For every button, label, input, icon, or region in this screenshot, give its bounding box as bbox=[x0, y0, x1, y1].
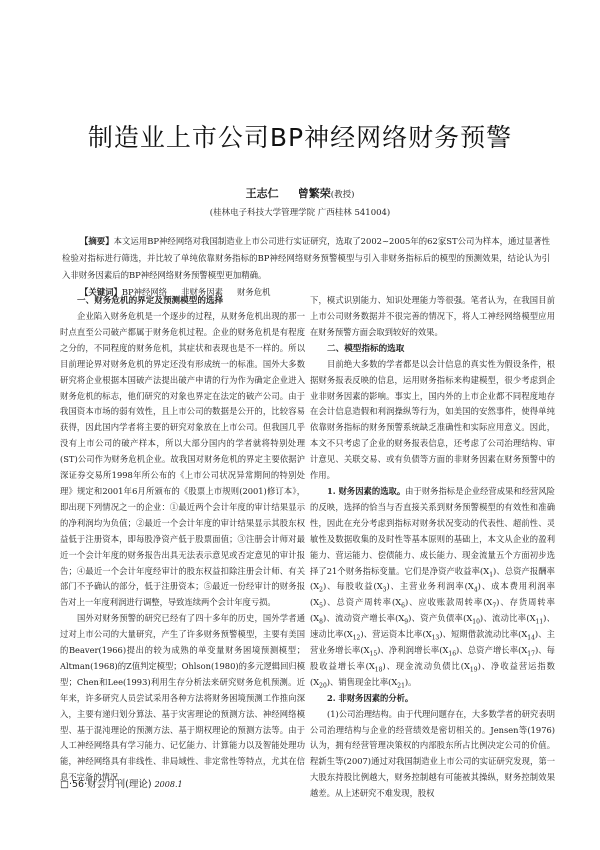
indicator-item: 销售现金比率$(X_{21})$。 bbox=[338, 676, 417, 690]
indicator-item: 总资产周转率$(X_6)$、 bbox=[336, 597, 419, 610]
paragraph: 1. 财务因素的选取。由于财务指标是企业经营成果和经营风险的反映，选择的恰当与否直接关系到财务预警模型的有效性和准确性，因此在充分考虑到指标对财务状况变动的代表性、超前性、灵敏性及数据收集的及时性等基本原则的基础上，本文从企业的盈利能力、营运能力、偿债能力、成长能力、现金流量五个方面初步选择了21个财务指标变量。它们是净资产收益率$(X_1)$、总资产报酬率$(X_2)$、每股收益$(X_3)$、主营业务利润率$(X_4)$、成本费用利润率$(X_5)$、总资产周转率$(X_6)$、应收账款周转率$(X_7)$、存货周转率$(X_8)$、流动资产增长率$(X_9)$、资产负债率$(X_{10})$、流动比率$(X_{11})$、速动比率$(X_{12})$、营运资本比率$(X_{13})$、短期借款流动比率$(X_{14})$、主营业务增长率$(X_{15})$、净利润增长率$(X_{16})$、总资产增长率$(X_{17})$、每股收益增长率$(X_{18})$、现金流动负债比$(X_{19})$、净收益营运指数$(X_{20})$、销售现金比率$(X_{21})$。 bbox=[310, 485, 555, 690]
right-column bbox=[310, 293, 555, 802]
indicator-item: 主营业务利润率$(X_4)$、 bbox=[399, 581, 492, 595]
indicator-item: 成本费用利润率$(X_5)$、 bbox=[310, 581, 555, 610]
page-footer bbox=[60, 776, 183, 790]
author-1: 王志仁 bbox=[245, 187, 279, 200]
paragraph: 下，模式识别能力、知识处理能力等很强。笔者认为，在我国目前上市公司财务数据并不很完善的情况下，将人工神经网络模型应用在财务预警方面会取到较好的效果。 bbox=[310, 295, 555, 337]
indicator-list bbox=[310, 565, 555, 690]
issue: 2008.1 bbox=[154, 780, 183, 789]
abstract-text: 本文运用BP神经网络对我国制造业上市公司进行实证研究，选取了2002~2005年的62家ST公司为样本，通过显著性检验对指标进行筛选，并比较了单纯依靠财务指标的BP神经网络财务预警模型与引入非财务指标后的模型的预测效果，结论认为引入非财务因素后的BP神经网络财务预警模型更加精确。 bbox=[62, 236, 550, 280]
subsection-label: 2. 非财务因素的分析。 bbox=[327, 692, 414, 703]
indicator-item: 净利润增长率$(X_{16})$、 bbox=[388, 645, 468, 658]
keyword: 财务危机 bbox=[237, 287, 271, 297]
indicator-item: 营运资本比率$(X_{13})$、 bbox=[372, 629, 451, 642]
footer-box: □ bbox=[60, 779, 69, 790]
paragraph: 目前绝大多数的学者都是以会计信息的真实性为假设条件，根据财务报表反映的信息，运用财务指标来构建模型，很少考虑到企业非财务因素的影响。事实上，国内外的上市企业都不同程度地存在会计信息造假和利润操纵等行为，如美国的安然事件，使得单纯依靠财务指标的财务预警系统缺乏准确性和实际应用意义。因此，本文不只考虑了企业的财务报表信息，还考虑了公司治理结构、审计意见、关联交易、或有负债等方面的非财务因素在财务预警中的作用。 bbox=[310, 358, 555, 481]
indicator-item: 每股收益增长率$(X_{18})$、 bbox=[310, 645, 555, 674]
indicator-item: 现金流动负债比$(X_{19})$、 bbox=[395, 660, 492, 674]
paragraph: 国外对财务预警的研究已经有了四十多年的历史，国外学者通过对上市公司的大量研究，产生了许多财务预警模型，主要有美国的Beaver(1966)提出的较为成熟的单变量财务困境预测模型；Altman(1968)的Z值判定模型；Ohlson(1980)的多元逻辑回归模型；Chen和Lee(1993)利用生存分析法来研究财务危机预测。近年来，许多研究人员尝试采用各种方法将财务困境预测工作推向深入，主要有递归划分算法、基于灾害理论的预测方法、神经网络模型、基于混沌理论的预测方法、基于期权理论的预测方法等。由于人工神经网络具有学习能力、记忆能力、计算能力以及智能处理功能，神经网络具有非线性、非局域性、非定常性等特点，尤其在信息不完备的情况 bbox=[60, 613, 305, 783]
keyword: 非财务因素 bbox=[181, 287, 224, 297]
indicator-item: 流动资产增长率$(X_9)$、 bbox=[335, 613, 421, 626]
indicator-item: 存货周转率$(X_8)$、 bbox=[310, 597, 555, 626]
indicator-item: 净收益营运指数$(X_{20})$、 bbox=[310, 660, 555, 690]
section-heading: 一、财务危机的界定及预测模型的选择 bbox=[77, 296, 224, 306]
indicator-item: 净资产收益率$(X_1)$、 bbox=[429, 565, 505, 579]
article-title: 制造业上市公司BP神经网络财务预警 bbox=[87, 123, 513, 152]
left-column bbox=[60, 293, 305, 786]
keywords-label: 【关键词】 bbox=[80, 287, 122, 297]
keyword: BP神经网络 bbox=[121, 287, 168, 297]
subsection-label: 1. 财务因素的选取。 bbox=[327, 485, 406, 496]
paragraph: 企业陷入财务危机是一个逐步的过程，从财务危机出现的那一时点直至公司破产都属于财务危机过程。企业的财务危机是有程度之分的，不同程度的财务危机，其症状和表现也是不一样的。所以目前理论界对财务危机的界定还没有形成统一的标准。国外大多数研究将企业根据本国破产法提出破产申请的行为作为确定企业进入财务危机的标志，他们研究的对象也界定在法定的破产公司。由于我国资本市场的弱有效性，且上市公司的数据是公开的，比较容易获得，因此国内学者将主要的研究对象放在上市公司。但我国几乎没有上市公司的破产样本，所以大部分国内的学者就将特别处理(ST)公司作为财务危机企业。故我国对财务危机的界定主要依据沪深证券交易所1998年所公布的《上市公司状况异常期间的特别处理》规定和2001年6月所颁布的《股票上市规则(2001)修订本》，即出现下列情况之一的企业：①最近两个会计年度的审计结果显示的净利润均为负值；②最近一个会计年度的审计结果显示其股东权益低于注册资本，即每股净资产低于股票面值；③注册会计师对最近一个会计年度的财务报告出具无法表示意见或否定意见的审计报告；④最近一个会计年度经审计的股东权益扣除注册会计师、有关部门不予确认的部分，低于注册资本；⑤最近一份经审计的财务报告对上一年度利润进行调整，导致连续两个会计年度亏损。 bbox=[60, 311, 305, 608]
indicator-item: 短期借款流动比率$(X_{14})$、 bbox=[450, 629, 547, 642]
authors bbox=[0, 185, 600, 201]
abstract-block bbox=[62, 233, 550, 301]
abstract-label: 【摘要】 bbox=[80, 236, 114, 246]
author-2: 曾繁荣 bbox=[297, 187, 331, 200]
section-heading: 二、模型指标的选取 bbox=[327, 343, 405, 354]
indicator-item: 每股收益$(X_3)$、 bbox=[336, 581, 400, 595]
indicator-item: 总资产增长率$(X_{17})$、 bbox=[467, 645, 547, 658]
indicator-item: 资产负债率$(X_{10})$、 bbox=[420, 613, 493, 626]
indicator-item: 主营业务增长率$(X_{15})$、 bbox=[310, 629, 555, 658]
author-rank: (教授) bbox=[330, 190, 355, 200]
indicator-item: 总资产报酬率$(X_2)$、 bbox=[310, 565, 555, 595]
indicator-item: 应收账款周转率$(X_7)$、 bbox=[418, 597, 510, 610]
paragraph: (1)公司治理结构。由于代理问题存在，大多数学者的研究表明公司治理结构与企业的经营绩效是密切相关的。Jensen等(1976)认为，拥有经营管理决策权的内部股东所占比例决定公司的价值。程新生等(2007)通过对我国制造业上市公司的实证研究发现，第一大股东持股比例越大，财务控制越有可能被其操纵，财务控制效果越差。从上述研究不难发现，股权 bbox=[310, 708, 555, 799]
indicator-item: 速动比率$(X_{12})$、 bbox=[310, 629, 373, 642]
page-number: ·56· bbox=[68, 779, 88, 790]
indicator-item: 流动比率$(X_{11})$、 bbox=[492, 613, 555, 626]
affiliation: (桂林电子科技大学管理学院 广西桂林 541004) bbox=[209, 208, 391, 218]
journal-name: 财会月刊(理论) bbox=[87, 779, 152, 790]
